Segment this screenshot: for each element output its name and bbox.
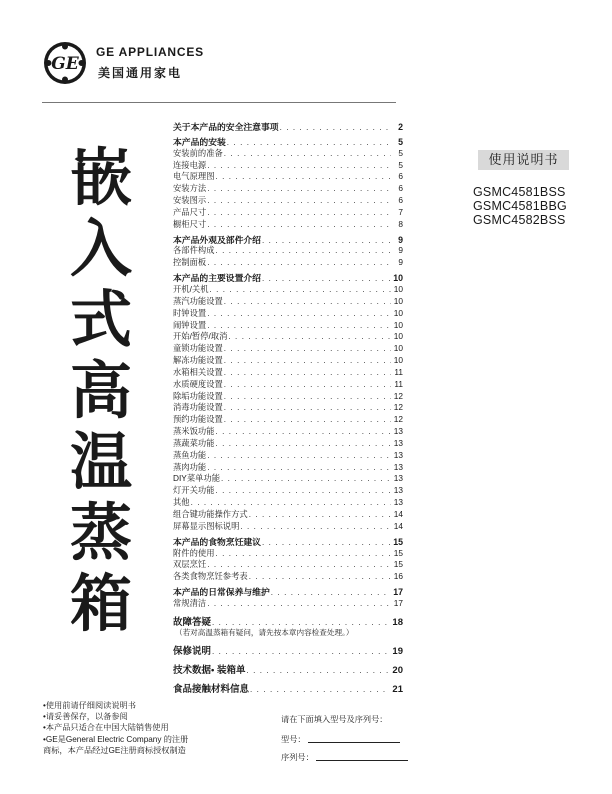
toc-page: 9 [398,257,403,268]
toc-leader [207,258,391,267]
toc-page: 19 [392,645,403,657]
note-line: •本产品只适合在中国大陆销售使用 [43,723,169,733]
toc-leader [227,138,391,147]
toc-section[interactable] [173,271,403,283]
toc-label: 电气原理图 [173,171,215,182]
toc-leader [207,599,391,608]
toc-item[interactable] [173,159,403,171]
toc-leader [224,149,391,158]
toc-page: 10 [393,355,403,366]
toc-label: 蒸汽功能设置 [173,295,223,306]
toc-leader [216,427,392,436]
toc-leader [207,463,391,472]
toc-page: 15 [393,536,403,547]
toc-item[interactable] [173,547,403,559]
toc-page: 18 [392,616,403,628]
toc-label: 各类食物烹饪参考表 [173,571,248,582]
toc-item[interactable] [173,218,403,230]
toc-label: 水质硬度设置 [173,378,223,389]
toc-page: 11 [394,366,403,377]
toc-item[interactable] [173,472,403,484]
toc-leader [207,309,391,318]
toc-item[interactable] [173,437,403,449]
serial-field[interactable] [281,752,408,763]
toc-item[interactable] [173,295,403,307]
toc-leader [216,439,392,448]
title-char: 箱 [69,567,132,640]
toc-page: 5 [398,147,403,158]
toc-item[interactable] [173,390,403,402]
toc-leader [246,666,390,675]
toc-page: 6 [398,183,403,194]
toc-section[interactable] [173,135,403,147]
toc-label: 屏幕显示图标说明 [173,520,240,531]
toc-item[interactable] [173,401,403,413]
toc-leader [207,220,391,229]
toc-label: 本产品的日常保养与维护 [173,587,270,598]
toc-label: 水箱相关设置 [173,366,223,377]
toc-label: 蒸肉功能 [173,461,207,472]
toc-label: 安装方法 [173,183,207,194]
toc-leader [224,297,391,306]
toc-label: 消毒功能设置 [173,402,223,413]
toc-item[interactable] [173,244,403,256]
title-char: 高 [69,354,132,427]
toc-label: 解冻功能设置 [173,355,223,366]
toc-label: 关于本产品的安全注意事项 [173,122,279,132]
toc-item[interactable] [173,170,403,182]
toc-leader [216,172,392,181]
toc-item[interactable] [173,147,403,159]
toc-leader [262,236,391,245]
toc-label: 连接电源 [173,159,207,170]
toc-page: 17 [393,587,403,598]
toc-item[interactable] [173,256,403,268]
toc-label: 附件的使用 [173,547,215,558]
toc-page: 9 [398,245,403,256]
toc-item[interactable] [173,319,403,331]
toc-page: 14 [393,520,403,531]
title-char: 式 [69,283,132,356]
toc-note: （若对高温蒸箱有疑问，请先按本章内容检查处理。） [175,627,354,637]
toc-page: 20 [392,664,403,676]
toc-item[interactable] [173,307,403,319]
toc-leader [216,246,392,255]
note-line: •GE是General Electric Company 的注册 [43,734,189,744]
toc-page: 9 [398,234,403,245]
toc-section[interactable] [173,614,403,628]
toc-label: 技术数据• 装箱单 [173,662,246,676]
toc-leader [207,451,391,460]
toc-leader [228,332,391,341]
toc-page: 10 [393,273,403,284]
toc-leader [224,344,391,353]
record-title: 请在下面填入型号及序列号： [281,715,388,724]
toc-page: 21 [392,683,403,695]
toc-label: 开机/关机 [173,283,209,294]
toc-page: 12 [393,402,403,413]
toc-item[interactable] [173,342,403,354]
toc-item[interactable] [173,330,403,342]
model-underline [308,742,400,743]
model-serial-record [281,714,408,770]
title-char: 温 [69,425,132,498]
toc-leader [271,588,391,597]
toc-label: 预约功能设置 [173,414,223,425]
toc-page: 5 [398,136,403,147]
toc-item[interactable] [173,413,403,425]
toc-page: 13 [393,426,403,437]
toc-section[interactable] [173,681,403,695]
toc-label: 除垢功能设置 [173,390,223,401]
toc-label: 安装图示 [173,195,207,206]
model-number: GSMC4581BBG [473,199,567,213]
toc-leader [224,368,391,377]
toc-leader [249,510,391,519]
toc-item[interactable] [173,508,403,520]
usage-notes [43,700,188,756]
model-number: GSMC4581BSS [473,185,566,199]
header-rule [42,102,396,103]
toc-leader [249,572,391,581]
toc-item[interactable] [173,206,403,218]
toc-page: 15 [393,559,403,570]
toc-item[interactable] [173,378,403,390]
toc-label: 蒸鱼功能 [173,449,207,460]
toc-leader [212,647,390,656]
model-number: GSMC4582BSS [473,213,566,227]
serial-label: 序列号： [281,753,314,762]
toc-page: 17 [393,597,403,608]
toc-leader [262,274,391,283]
toc-leader [191,498,391,507]
toc-page: 5 [398,159,403,170]
toc-page: 6 [398,171,403,182]
toc-label: 蒸蔬菜功能 [173,437,215,448]
note-line: •请妥善保存，以备参阅 [43,712,128,722]
note-line: •使用前请仔细阅读说明书 [43,701,136,710]
toc-leader [212,618,390,627]
toc-page: 8 [398,218,403,229]
toc-item[interactable] [173,461,403,473]
title-char: 入 [69,212,132,285]
toc-page: 14 [393,509,403,519]
toc-label: 蒸米饭功能 [173,426,215,437]
serial-underline [316,760,408,761]
toc-leader [210,285,392,294]
toc-label: 食品接触材料信息 [173,681,250,695]
toc-section[interactable] [173,535,403,547]
toc-label: 本产品的食物烹饪建议 [173,536,261,547]
toc-leader [224,392,391,401]
toc-item[interactable] [173,182,403,194]
toc-leader [224,403,391,412]
toc-label: 安装前的准备 [173,147,223,158]
toc-section[interactable] [173,120,403,132]
toc-page: 11 [394,378,403,389]
brand-name: GE APPLIANCES [96,45,204,59]
toc-leader [207,184,391,193]
toc-page: 13 [393,449,403,460]
toc-page: 13 [393,461,403,472]
toc-page: 7 [398,206,403,217]
ge-logo [43,41,87,85]
toc-label: 保修说明 [173,643,212,657]
toc-page: 13 [393,437,403,448]
toc-item[interactable] [173,194,403,206]
toc-item[interactable] [173,425,403,437]
toc-label: 开始/暂停/取消 [173,331,228,342]
toc-section[interactable] [173,233,403,245]
model-field[interactable] [281,734,408,745]
toc-section[interactable] [173,643,403,657]
toc-section[interactable] [173,585,403,597]
toc-item[interactable] [173,496,403,508]
toc-page: 12 [393,414,403,425]
toc-leader [207,321,391,330]
toc-leader [216,549,392,558]
brand-name-cn: 美国通用家电 [98,66,183,80]
logo-monogram: GE [51,54,79,74]
toc-item[interactable] [173,354,403,366]
toc-label: 灯开关功能 [173,485,215,496]
toc-label: DIY菜单功能 [173,473,221,484]
toc-label: 时钟设置 [173,307,207,318]
toc-page: 16 [393,571,403,582]
note-line: 商标，本产品经过GE注册商标授权制造 [43,745,186,755]
table-of-contents [173,120,403,695]
toc-label: 常规清洁 [173,597,207,608]
title-char: 嵌 [69,141,132,214]
toc-page: 10 [393,331,403,342]
toc-leader [224,415,391,424]
toc-leader [224,380,391,389]
toc-leader [280,123,391,132]
toc-page: 2 [398,122,403,132]
toc-item[interactable] [173,520,403,532]
toc-page: 10 [393,295,403,306]
toc-label: 橱柜尺寸 [173,218,207,229]
toc-leader [207,560,391,569]
toc-page: 10 [393,319,403,330]
toc-page: 10 [393,343,403,354]
model-list [473,185,567,227]
toc-label: 本产品外观及部件介绍 [173,234,261,245]
toc-leader [240,522,391,531]
toc-page: 12 [393,390,403,401]
toc-label: 组合键功能操作方式 [173,509,248,519]
toc-page: 13 [393,473,403,484]
manual-badge: 使用说明书 [478,150,569,170]
toc-item[interactable] [173,558,403,570]
title-char: 蒸 [69,496,132,569]
model-label: 型号： [281,735,306,744]
vertical-title [55,142,147,639]
toc-label: 各部件构成 [173,245,215,256]
toc-leader [207,196,391,205]
toc-label: 故障答疑 [173,614,212,628]
toc-item[interactable] [173,283,403,295]
toc-item[interactable] [173,597,403,609]
toc-page: 15 [393,547,403,558]
toc-leader [224,356,391,365]
toc-leader [207,161,391,170]
toc-page: 10 [393,307,403,318]
toc-label: 闹钟设置 [173,319,207,330]
toc-page: 6 [398,195,403,206]
toc-page: 13 [393,485,403,496]
toc-page: 10 [393,283,403,294]
toc-leader [221,474,391,483]
toc-page: 13 [393,497,403,508]
toc-item[interactable] [173,449,403,461]
toc-leader [216,486,392,495]
toc-leader [262,538,391,547]
toc-label: 双层烹饪 [173,559,207,570]
toc-leader [250,685,390,694]
toc-label: 控制面板 [173,257,207,268]
toc-section[interactable] [173,662,403,676]
toc-item[interactable] [173,366,403,378]
toc-leader [207,208,391,217]
toc-label: 其他 [173,497,190,508]
toc-label: 产品尺寸 [173,206,207,217]
toc-label: 童锁功能设置 [173,343,223,354]
toc-label: 本产品的安装 [173,136,226,147]
toc-label: 本产品的主要设置介绍 [173,273,261,284]
toc-item[interactable] [173,484,403,496]
toc-item[interactable] [173,570,403,582]
